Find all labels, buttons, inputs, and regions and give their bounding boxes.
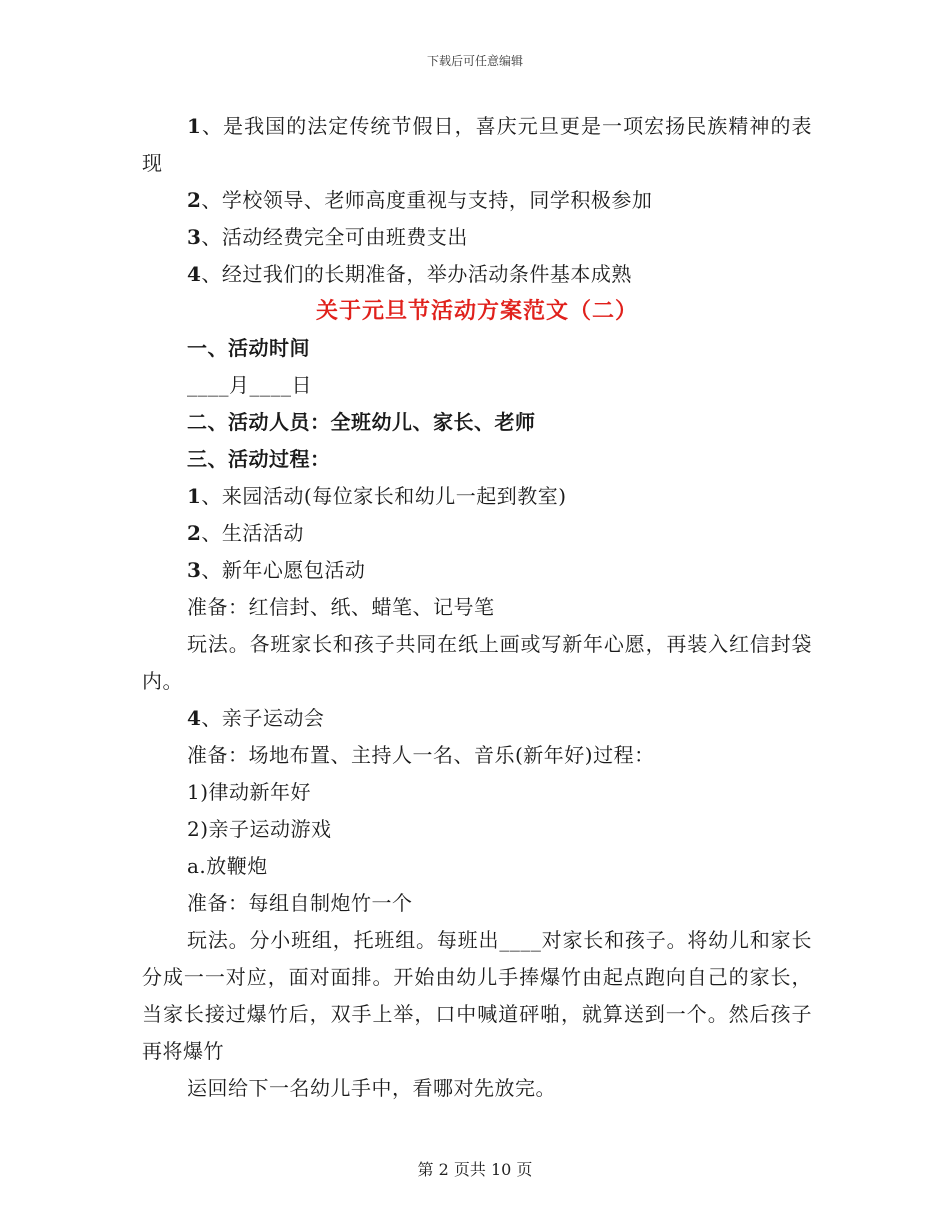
step-item-4 — [142, 700, 812, 737]
heading-activity-process: 三、活动过程： — [187, 447, 331, 471]
heading-activity-time: 一、活动时间 — [187, 336, 310, 360]
step-number: 3 — [187, 558, 202, 582]
intro-item-text: 、学校领导、老师高度重视与支持，同学积极参加 — [201, 188, 653, 212]
page-footer-number: 第 2 页共 10 页 — [417, 1160, 533, 1179]
firecracker-gameplay: 玩法。分小班组，托班组。每班出____对家长和孩子。将幼儿和家长分成一一对应，面对面排。开始由幼儿手捧爆竹由起点跑向自己的家长，当家长接过爆竹后，双手上举，口中喊道砰啪，就算送到一个。然后孩子再将爆竹 — [142, 928, 812, 1063]
step-text: 、亲子运动会 — [201, 706, 325, 730]
intro-item-4 — [142, 256, 812, 293]
intro-item-3 — [142, 219, 812, 256]
intro-item-number: 3 — [187, 225, 202, 249]
intro-item-number: 1 — [187, 114, 202, 138]
intro-item-text: 、经过我们的长期准备，举办活动条件基本成熟 — [201, 262, 632, 286]
step-text: 、生活活动 — [201, 521, 304, 545]
wish-gameplay: 玩法。各班家长和孩子共同在纸上画或写新年心愿，再装入红信封袋内。 — [142, 632, 812, 693]
step-text: 、新年心愿包活动 — [201, 558, 366, 582]
sports-preparation: 准备：场地布置、主持人一名、音乐(新年好)过程： — [187, 743, 655, 767]
wish-preparation: 准备：红信封、纸、蜡笔、记号笔 — [187, 595, 495, 619]
section-title: 关于元旦节活动方案范文（二） — [315, 298, 638, 324]
page-header-note: 下载后可任意编辑 — [426, 54, 523, 68]
step-item-2 — [142, 515, 812, 552]
document-body — [142, 108, 812, 1107]
heading-activity-people: 二、活动人员：全班幼儿、家长、老师 — [187, 410, 536, 434]
intro-item-number: 2 — [187, 188, 202, 212]
firecracker-ending: 运回给下一名幼儿手中，看哪对先放完。 — [187, 1076, 556, 1100]
step-number: 2 — [187, 521, 202, 545]
step-item-3 — [142, 552, 812, 589]
intro-item-number: 4 — [187, 262, 202, 286]
step-text: 、来园活动(每位家长和幼儿一起到教室) — [201, 484, 567, 508]
sub-item-firecracker: a.放鞭炮 — [187, 854, 268, 878]
step-number: 4 — [187, 706, 202, 730]
step-number: 1 — [187, 484, 202, 508]
intro-item-text: 、活动经费完全可由班费支出 — [201, 225, 468, 249]
intro-item-text: 、是我国的法定传统节假日，喜庆元旦更是一项宏扬民族精神的表现 — [142, 114, 812, 175]
step-item-1 — [142, 478, 812, 515]
intro-item-2 — [142, 182, 812, 219]
sub-item-games: 2)亲子运动游戏 — [187, 817, 332, 841]
activity-time-value: ____月____日 — [187, 373, 312, 397]
intro-item-1 — [142, 108, 812, 182]
sub-item-rhythm: 1)律动新年好 — [187, 780, 312, 804]
firecracker-preparation: 准备：每组自制炮竹一个 — [187, 891, 413, 915]
